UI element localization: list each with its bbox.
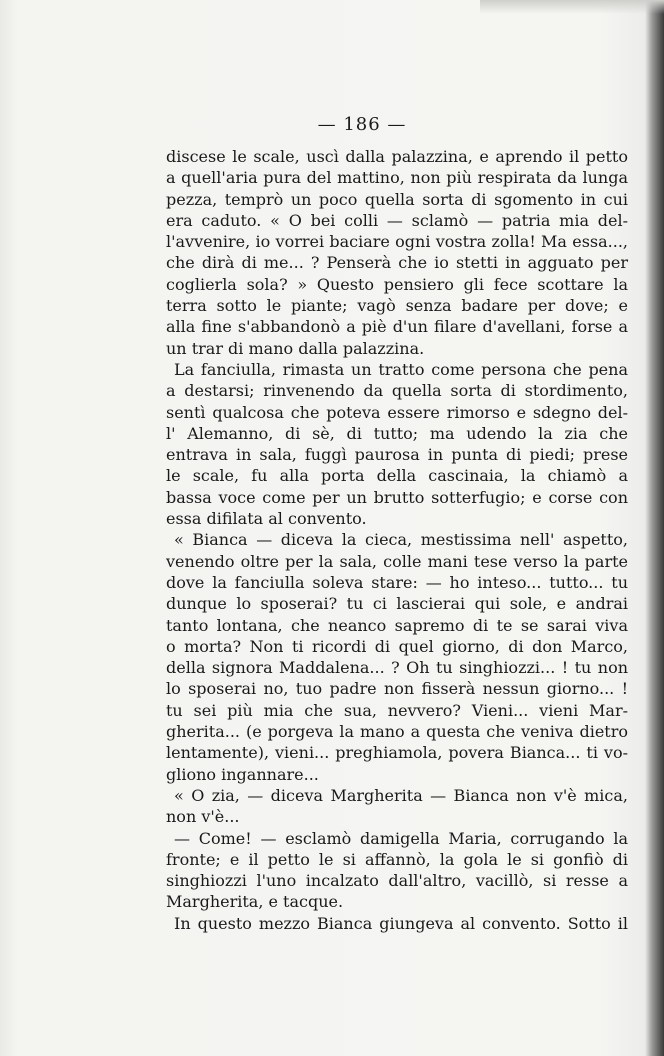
text-line: pezza, temprò un poco quella sorta di sgomento in cui bbox=[166, 189, 628, 209]
page-number: — 186 — bbox=[317, 114, 407, 135]
text-line: La fanciulla, rimasta un tratto come persona che pena bbox=[174, 359, 628, 379]
text-line: non v'è... bbox=[166, 807, 240, 827]
text-line: l' Alemanno, di sè, di tutto; ma udendo la zia che bbox=[166, 423, 628, 443]
text-line: un trar di mano dalla palazzina. bbox=[166, 338, 425, 358]
text-line: discese le scale, uscì dalla palazzina, e aprendo il petto bbox=[166, 147, 628, 166]
text-line: « Bianca — diceva la cieca, mestissima nell' aspetto, bbox=[174, 530, 628, 550]
text-line: singhiozzi l'uno incalzato dall'altro, vacillò, si resse a bbox=[166, 871, 628, 891]
text-line: della signora Maddalena... ? Oh tu singhiozzi... ! tu non bbox=[166, 658, 628, 678]
text-line: tanto lontana, che neanco sapremo di te se sarai viva bbox=[166, 615, 628, 635]
text-line: essa difilata al convento. bbox=[166, 509, 367, 529]
text-line: le scale, fu alla porta della cascinaia, la chiamò a bbox=[166, 466, 628, 486]
text-line: terra sotto le piante; vagò senza badare per dove; e bbox=[166, 296, 628, 316]
text-line: gliono ingannare... bbox=[166, 764, 319, 784]
text-line: entrava in sala, fuggì paurosa in punta di piedi; prese bbox=[166, 445, 628, 465]
text-line: alla fine s'abbandonò a piè d'un filare d'avellani, forse a bbox=[166, 317, 628, 337]
text-line: « O zia, — diceva Margherita — Bianca non v'è mica, bbox=[174, 785, 628, 805]
body-text bbox=[166, 146, 628, 934]
text-line: In questo mezzo Bianca giungeva al convento. Sotto il bbox=[174, 913, 628, 933]
text-line: bassa voce come per un brutto sotterfugio; e corse con bbox=[166, 487, 628, 507]
text-line: era caduto. « O bei colli — sclamò — patria mia del- bbox=[166, 210, 628, 230]
text-line: gherita... (e porgeva la mano a questa che veniva dietro bbox=[166, 722, 628, 742]
text-line: Margherita, e tacque. bbox=[166, 892, 344, 912]
text-line: dunque lo sposerai? tu ci lascierai qui sole, e andrai bbox=[166, 594, 628, 614]
text-line: che dirà di me... ? Penserà che io stetti in agguato per bbox=[166, 253, 628, 273]
text-line: fronte; e il petto le si affannò, la gola le si gonfiò di bbox=[166, 849, 628, 869]
text-line: o morta? Non ti ricordi di quel giorno, di don Marco, bbox=[166, 636, 628, 656]
text-line: lo sposerai no, tuo padre non fisserà nessun giorno... ! bbox=[166, 679, 628, 699]
text-line: venendo oltre per la sala, colle mani tese verso la parte bbox=[166, 551, 628, 571]
text-line: tu sei più mia che sua, nevvero? Vieni... vieni Mar- bbox=[166, 700, 628, 720]
text-line: dove la fanciulla soleva stare: — ho inteso... tutto... tu bbox=[166, 572, 628, 592]
text-line: lentamente), vieni... preghiamola, povera Bianca... ti vo- bbox=[166, 743, 628, 763]
text-line: — Come! — esclamò damigella Maria, corrugando la bbox=[174, 828, 628, 848]
text-line: a destarsi; rinvenendo da quella sorta di stordimento, bbox=[166, 381, 628, 401]
text-line: l'avvenire, io vorrei baciare ogni vostra zolla! Ma essa..., bbox=[166, 232, 628, 252]
text-line: a quell'aria pura del mattino, non più respirata da lunga bbox=[166, 168, 628, 188]
text-line: sentì qualcosa che poteva essere rimorso e sdegno del- bbox=[166, 402, 628, 422]
text-line: coglierla sola? » Questo pensiero gli fece scottare la bbox=[166, 274, 628, 294]
page-edge-shadow bbox=[480, 0, 664, 14]
